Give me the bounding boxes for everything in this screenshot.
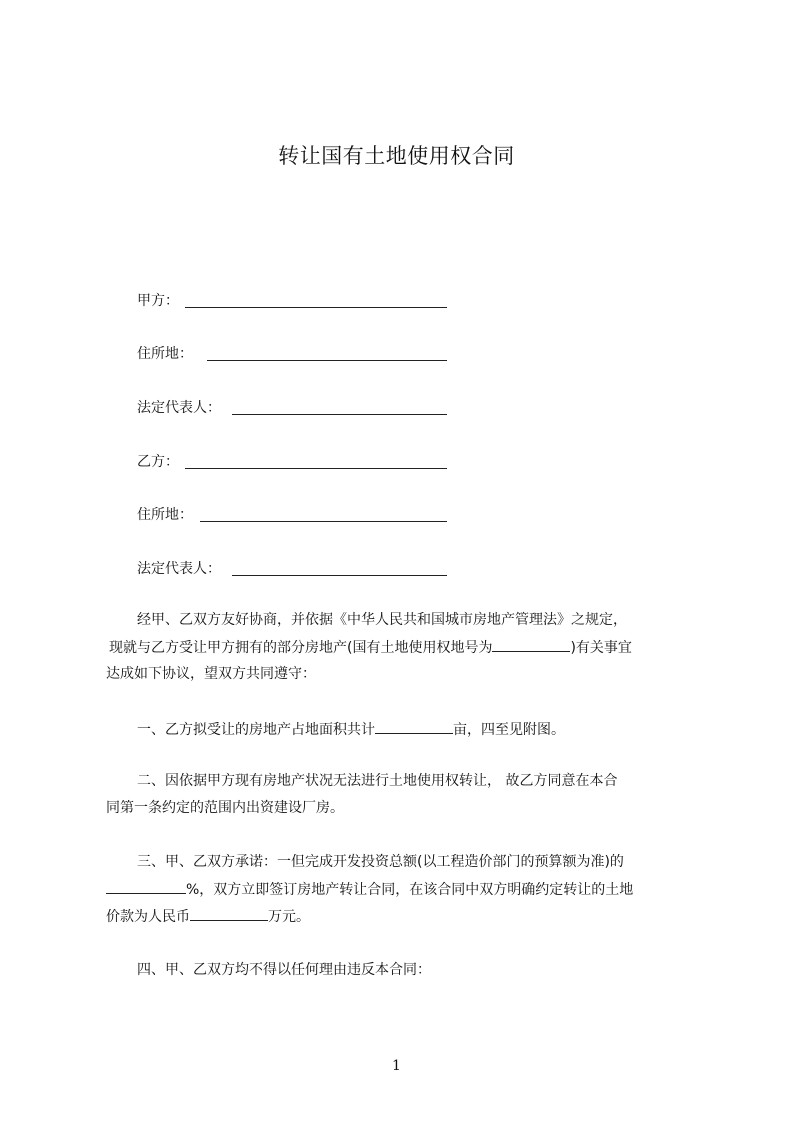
clause-2-line-1: 二、因依据甲方现有房地产状况无法进行土地使用权转让， 故乙方同意在本合 <box>137 773 618 789</box>
investment-percent-blank <box>106 879 186 894</box>
party-b-address-blank <box>200 521 447 522</box>
party-a-address-blank <box>207 360 447 361</box>
party-a-representative-blank <box>232 414 447 415</box>
party-b-representative-blank <box>232 575 447 576</box>
page-number: 1 <box>392 1058 401 1074</box>
land-area-blank <box>375 719 453 734</box>
party-b-blank <box>185 468 447 469</box>
clause-3-line-2-text: %，双方立即签订房地产转让合同，在该合同中双方明确约定转让的土地 <box>186 882 634 898</box>
party-b-representative-label: 法定代表人： <box>137 561 221 577</box>
clause-3-line-3 <box>106 906 706 927</box>
preamble-line-2-end: )有关事宜 <box>570 640 632 656</box>
clause-3-line-3-end: 万元。 <box>268 909 310 925</box>
clause-1 <box>137 719 737 740</box>
clause-1-start: 一、乙方拟受让的房地产占地面积共计 <box>137 722 375 738</box>
clause-3-line-3-start: 价款为人民币 <box>106 909 190 925</box>
party-a-address-label: 住所地： <box>137 346 193 362</box>
clause-3-line-2 <box>106 879 706 900</box>
land-lot-number-blank <box>492 637 570 652</box>
party-a-label: 甲方： <box>137 293 179 309</box>
clause-3-line-1: 三、甲、乙双方承诺：一但完成开发投资总额(以工程造价部门的预算额为准)的 <box>137 854 624 870</box>
land-price-blank <box>190 906 268 921</box>
clause-1-end: 亩，四至见附图。 <box>453 722 565 738</box>
preamble-line-1: 经甲、乙双方友好协商，并依据《中华人民共和国城市房地产管理法》之规定， <box>137 612 627 628</box>
party-b-address-label: 住所地： <box>137 507 193 523</box>
preamble-line-2 <box>109 637 709 658</box>
party-a-blank <box>185 307 447 308</box>
party-a-representative-label: 法定代表人： <box>137 400 221 416</box>
preamble-line-3: 达成如下协议，望双方共同遵守： <box>106 666 316 682</box>
preamble-line-2-start: 现就与乙方受让甲方拥有的部分房地产(国有土地使用权地号为 <box>109 640 493 656</box>
party-b-label: 乙方： <box>137 454 179 470</box>
document-title: 转让国有土地使用权合同 <box>278 144 515 168</box>
clause-2-line-2: 同第一条约定的范围内出资建设厂房。 <box>106 800 344 816</box>
clause-4: 四、甲、乙双方均不得以任何理由违反本合同： <box>137 962 431 978</box>
